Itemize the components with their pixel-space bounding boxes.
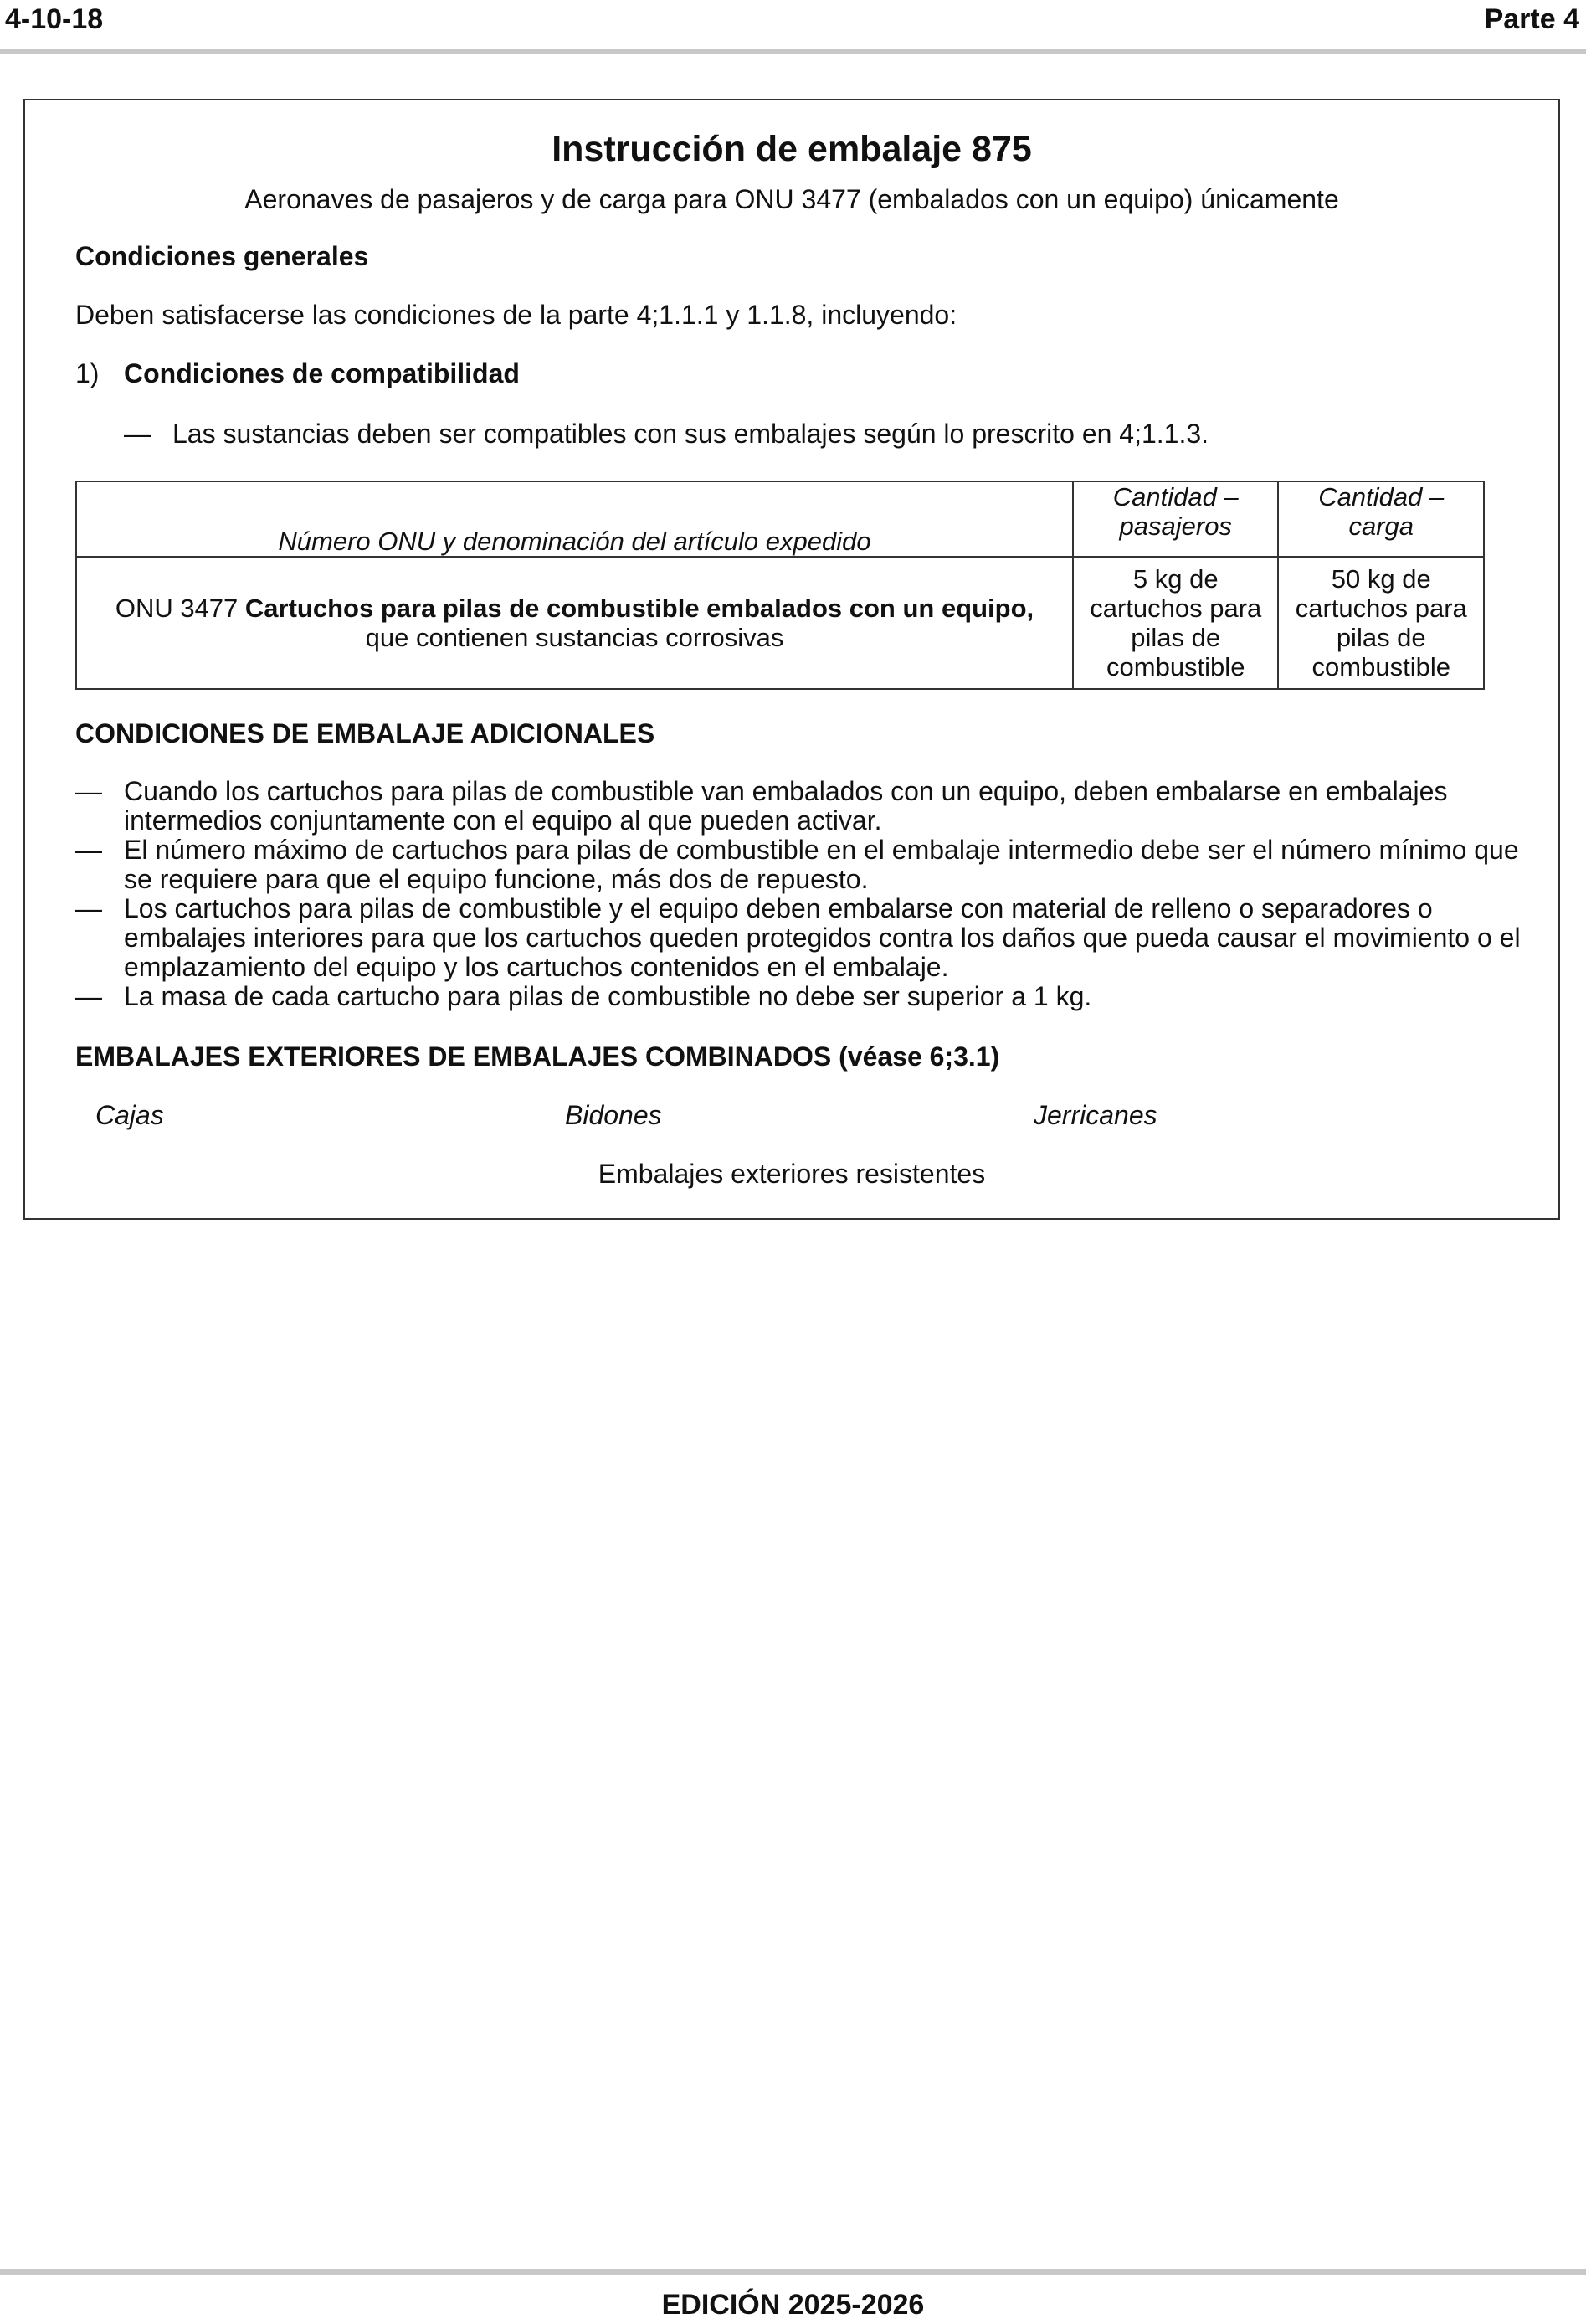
list-item-text: Los cartuchos para pilas de combustible y el equipo deben embalarse con material de relleno o separadores o embalajes interiores para que los cartuchos queden protegidos contra los daños que pueda causar el movimiento o el emplazamiento del equipo y los cartuchos contenidos en el embalaje. (124, 893, 1521, 982)
passenger-quantity: 5 kg de cartuchos para pilas de combustible (1073, 557, 1279, 689)
outer-type-boxes: Cajas (95, 1100, 164, 1130)
list-item (75, 777, 1540, 836)
header-cargo: Cantidad – carga (1278, 481, 1484, 557)
instruction-box (23, 99, 1560, 1220)
page-part: Parte 4 (1484, 3, 1579, 35)
additional-heading: CONDICIONES DE EMBALAJE ADICIONALES (75, 718, 655, 748)
outer-type-jerricans: Jerricanes (1034, 1100, 1157, 1130)
item-name-rest: que contienen sustancias corrosivas (365, 623, 784, 652)
list-item (75, 836, 1540, 894)
table-header-row (76, 481, 1484, 557)
general-conditions-heading: Condiciones generales (75, 241, 369, 271)
compat-dash: — (124, 419, 151, 449)
compat-text: Las sustancias deben ser compatibles con sus embalajes según lo prescrito en 4;1.1.3. (172, 419, 1209, 449)
header-rule (0, 49, 1586, 54)
edition-footer: EDICIÓN 2025-2026 (661, 2289, 925, 2321)
outer-heading: EMBALAJES EXTERIORES DE EMBALAJES COMBINADOS (véase 6;3.1) (75, 1041, 1000, 1072)
page-date: 4-10-18 (5, 3, 104, 35)
list-dash: — (75, 981, 102, 1011)
header-passenger: Cantidad – pasajeros (1073, 481, 1279, 557)
header-item: Número ONU y denominación del artículo expedido (76, 481, 1073, 557)
list-item (75, 894, 1540, 982)
compat-number: 1) (75, 358, 100, 388)
instruction-subtitle: Aeronaves de pasajeros y de carga para ONU 3477 (embalados con un equipo) únicamente (244, 184, 1339, 214)
instruction-title: Instrucción de embalaje 875 (552, 129, 1032, 169)
cargo-quantity: 50 kg de cartuchos para pilas de combustible (1278, 557, 1484, 689)
compat-heading: Condiciones de compatibilidad (124, 358, 520, 388)
list-item-text: La masa de cada cartucho para pilas de combustible no debe ser superior a 1 kg. (124, 981, 1092, 1011)
item-table (75, 481, 1485, 690)
list-item-text: El número máximo de cartuchos para pilas de combustible en el embalaje intermedio debe ser el número mínimo que se requiere para que el equipo funcione, más dos de repuesto. (124, 835, 1519, 894)
footer-rule (0, 2269, 1586, 2275)
un-number: ONU 3477 (115, 594, 239, 623)
outer-type-drums: Bidones (565, 1100, 662, 1130)
item-name-bold: Cartuchos para pilas de combustible embalados con un equipo, (244, 594, 1034, 623)
general-conditions-text: Deben satisfacerse las condiciones de la parte 4;1.1.1 y 1.1.8, incluyendo: (75, 300, 957, 330)
list-item (75, 982, 1540, 1011)
list-dash: — (75, 776, 102, 806)
outer-note: Embalajes exteriores resistentes (598, 1159, 986, 1189)
table-row (76, 557, 1484, 689)
list-item-text: Cuando los cartuchos para pilas de combustible van embalados con un equipo, deben embalarse en embalajes intermedios conjuntamente con el equipo al que pueden activar. (124, 776, 1448, 836)
item-name-cell (76, 557, 1073, 689)
list-dash: — (75, 893, 102, 923)
list-dash: — (75, 835, 102, 865)
